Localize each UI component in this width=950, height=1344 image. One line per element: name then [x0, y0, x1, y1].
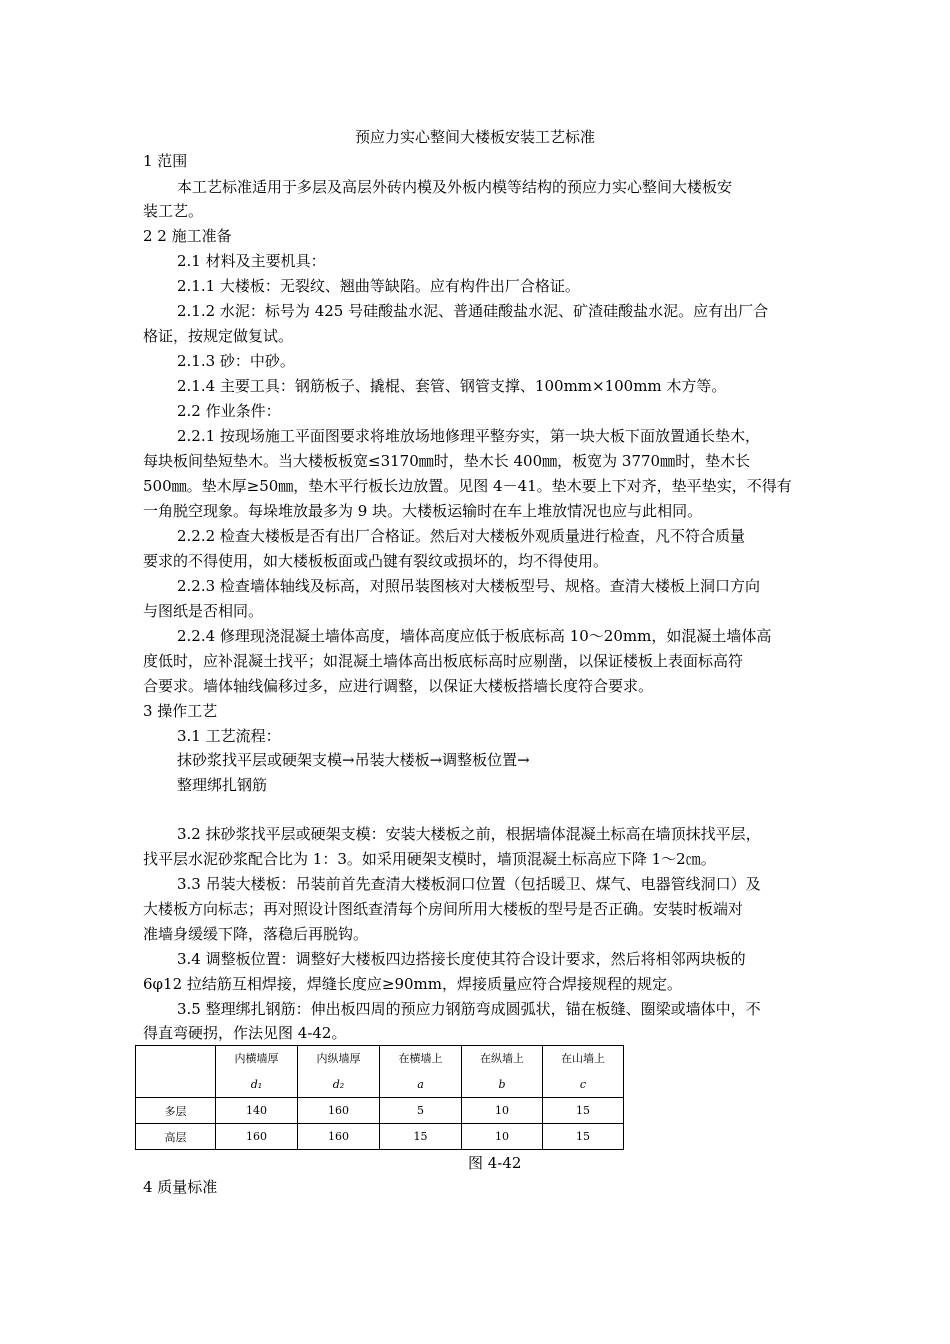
paragraph-line: 2.2.3 检查墙体轴线及标高，对照吊装图核对大楼板型号、规格。查清大楼板上洞口方向: [177, 577, 760, 595]
paragraph-line: 准墙身缓缓下降，落稳后再脱钩。: [143, 925, 369, 943]
paragraph-line: 2.2 作业条件：: [177, 402, 281, 420]
paragraph-line: 得直弯硬拐，作法见图 4-42。: [143, 1024, 347, 1042]
paragraph-line: 合要求。墙体轴线偏移过多，应进行调整，以保证大楼板搭墙长度符合要求。: [143, 677, 654, 695]
paragraph-line: 与图纸是否相同。: [143, 602, 264, 620]
paragraph-line: 本工艺标准适用于多层及高层外砖内模及外板内模等结构的预应力实心整间大楼板安: [177, 178, 733, 196]
paragraph-line: 2.1.3 砂：中砂。: [177, 352, 295, 370]
table-header-cell: [380, 1046, 462, 1098]
dimension-table: [135, 1045, 624, 1150]
header-label: 内横墙厚: [234, 1052, 279, 1065]
paragraph-line: 3.4 调整板位置：调整好大楼板四边搭接长度使其符合设计要求，然后将相邻两块板的: [177, 950, 746, 968]
table-cell: 140: [216, 1098, 298, 1124]
table-cell: 多层: [136, 1098, 216, 1124]
table-header-row: [136, 1046, 624, 1098]
table-cell: 15: [380, 1124, 462, 1150]
header-symbol: c: [579, 1078, 587, 1091]
table-row: [136, 1124, 624, 1150]
table-cell: 160: [298, 1124, 380, 1150]
header-label: 在横墙上: [398, 1052, 443, 1065]
header-label: 在纵墙上: [480, 1052, 524, 1065]
table-cell: 10: [462, 1098, 543, 1124]
table-header-cell: [298, 1046, 380, 1098]
table-cell: 15: [543, 1124, 624, 1150]
paragraph-line: 每块板间垫短垫木。当大楼板板宽≤3170㎜时，垫木长 400㎜，板宽为 3770㎜时，垫木长: [143, 452, 751, 470]
paragraph-line: 3.2 抹砂浆找平层或硬架支模：安装大楼板之前，根据墙体混凝土标高在墙顶抹找平层，: [177, 825, 761, 843]
table-row: [136, 1098, 624, 1124]
paragraph-line: 2.1.1 大楼板：无裂纹、翘曲等缺陷。应有构件出厂合格证。: [177, 277, 580, 295]
table-cell: 10: [462, 1124, 543, 1150]
paragraph-line: 2.2.2 检查大楼板是否有出厂合格证。然后对大楼板外观质量进行检查，凡不符合质量: [177, 527, 745, 545]
table-cell: 160: [298, 1098, 380, 1124]
process-flow-line: 整理绑扎钢筋: [177, 776, 268, 794]
table-header-cell: [136, 1046, 216, 1098]
section-heading: 3 操作工艺: [143, 702, 218, 720]
header-label: 内纵墙厚: [316, 1052, 361, 1065]
table-cell: 15: [543, 1098, 624, 1124]
paragraph-line: 2.1.2 水泥：标号为 425 号硅酸盐水泥、普通硅酸盐水泥、矿渣硅酸盐水泥。应有出厂合: [177, 302, 769, 320]
header-symbol: d₂: [332, 1078, 345, 1091]
section-heading: 1 范围: [143, 152, 188, 170]
paragraph-line: 一角脱空现象。每垛堆放最多为 9 块。大楼板运输时在车上堆放情况也应与此相同。: [143, 502, 703, 520]
paragraph-line: 2.2.4 修理现浇混凝土墙体高度，墙体高度应低于板底标高 10～20mm，如混凝土墙体高: [177, 627, 772, 645]
table-header-cell: [462, 1046, 543, 1098]
paragraph-line: 大楼板方向标志；再对照设计图纸查清每个房间所用大楼板的型号是否正确。安装时板端对: [143, 900, 744, 918]
paragraph-line: 500㎜。垫木厚≥50㎜，垫木平行板长边放置。见图 4－41。垫木要上下对齐，垫平垫实，不得有: [143, 477, 792, 495]
paragraph-line: 度低时，应补混凝土找平；如混凝土墙体高出板底标高时应剔凿，以保证楼板上表面标高符: [143, 652, 744, 670]
paragraph-line: 6φ12 拉结筋互相焊接，焊缝长度应≥90mm，焊接质量应符合焊接规程的规定。: [143, 975, 683, 993]
header-label: 在山墙上: [561, 1052, 605, 1065]
table-header-cell: [216, 1046, 298, 1098]
paragraph-line: 2.1.4 主要工具：钢筋板子、撬棍、套管、钢管支撑、100mm×100mm 木方等。: [177, 377, 727, 395]
paragraph-line: 2.2.1 按现场施工平面图要求将堆放场地修理平整夯实，第一块大板下面放置通长垫木，: [177, 427, 760, 445]
paragraph-line: 2.1 材料及主要机具：: [177, 252, 326, 270]
table-cell: 5: [380, 1098, 462, 1124]
header-symbol: b: [498, 1078, 506, 1091]
header-symbol: d₁: [250, 1078, 263, 1091]
paragraph-line: 要求的不得使用，如大楼板板面或凸键有裂纹或损坏的，均不得使用。: [143, 552, 609, 570]
paragraph-line: 格证，按规定做复试。: [143, 327, 294, 345]
paragraph-line: 3.3 吊装大楼板：吊装前首先查清大楼板洞口位置（包括暖卫、煤气、电器管线洞口）及: [177, 875, 761, 893]
figure-caption: 图 4-42: [468, 1154, 522, 1172]
paragraph-line: 3.5 整理绑扎钢筋：伸出板四周的预应力钢筋弯成圆弧状，锚在板缝、圈梁或墙体中，不: [177, 1000, 761, 1018]
table-cell: 160: [216, 1124, 298, 1150]
paragraph-line: 装工艺。: [143, 202, 204, 220]
table-header-cell: [543, 1046, 624, 1098]
table-cell: 高层: [136, 1124, 216, 1150]
paragraph-line: 3.1 工艺流程：: [177, 727, 281, 745]
header-symbol: a: [417, 1078, 424, 1091]
section-heading: 2 2 施工准备: [143, 227, 232, 245]
paragraph-line: 找平层水泥砂浆配合比为 1：3。如采用硬架支模时，墙顶混凝土标高应下降 1～2㎝。: [143, 850, 716, 868]
section-heading: 4 质量标准: [143, 1178, 218, 1196]
document-title: 预应力实心整间大楼板安装工艺标准: [354, 128, 595, 146]
process-flow-line: 抹砂浆找平层或硬架支模→吊装大楼板→调整板位置→: [177, 751, 530, 769]
